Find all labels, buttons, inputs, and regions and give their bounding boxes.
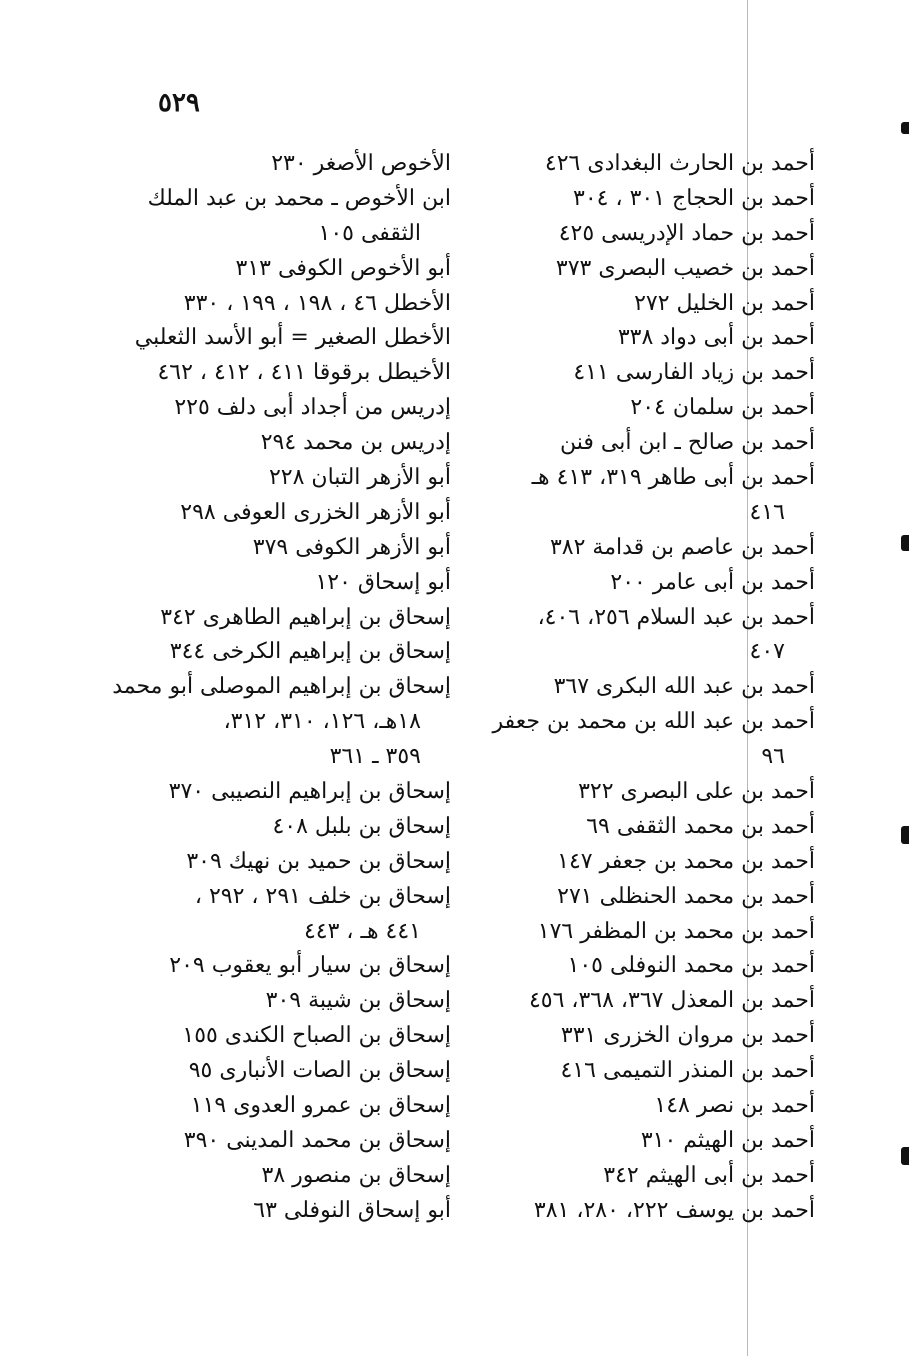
index-entry: إسحاق بن شيبة ٣٠٩ [265, 988, 451, 1014]
index-entry: أحمد بن خصيب البصرى ٣٧٣ [555, 255, 815, 281]
index-entry: إسحاق بن حميد بن نهيك ٣٠٩ [186, 848, 451, 874]
index-column-right [485, 147, 815, 1229]
index-entry: إسحاق بن بلبل ٤٠٨ [272, 813, 451, 839]
index-entry: أحمد بن محمد النوفلى ١٠٥ [567, 953, 815, 979]
index-entry: إسحاق بن إبراهيم النصيبى ٣٧٠ [168, 779, 451, 805]
index-entry: أحمد بن على البصرى ٣٢٢ [578, 779, 815, 805]
index-entry: أبو الأزهر الخزرى العوفى ٢٩٨ [180, 499, 451, 525]
index-entry: أحمد بن محمد بن المظفر ١٧٦ [537, 918, 815, 944]
index-entry: أحمد بن سلمان ٢٠٤ [630, 395, 815, 421]
page-number: ٥٢٩ [158, 88, 200, 118]
index-entry: أحمد بن زياد الفارسى ٤١١ [573, 360, 815, 386]
index-entry: أحمد بن صالح ـ ابن أبى فنن [560, 430, 815, 456]
index-entry: أحمد بن المنذر التميمى ٤١٦ [560, 1058, 815, 1084]
index-entry: إسحاق بن محمد المدينى ٣٩٠ [183, 1127, 451, 1153]
index-entry: أحمد بن عاصم بن قدامة ٣٨٢ [549, 534, 815, 560]
index-entry: أبو إسحاق ١٢٠ [315, 569, 451, 595]
index-entry: أحمد بن عبد الله بن محمد بن جعفر [492, 709, 815, 735]
index-entry: أحمد بن مروان الخزرى ٣٣١ [560, 1023, 815, 1049]
index-entry: الأخطل الصغير = أبو الأسد الثعلبي [134, 325, 451, 351]
index-entry: إدريس بن محمد ٢٩٤ [260, 430, 451, 456]
index-entry: أحمد بن يوسف ٢٢٢، ٢٨٠، ٣٨١ [533, 1197, 815, 1223]
index-entry: الأخوص الأصغر ٢٣٠ [271, 151, 451, 176]
index-entry: أبو الأخوص الكوفى ٣١٣ [235, 255, 451, 281]
index-entry: إسحاق بن سيار أبو يعقوب ٢٠٩ [169, 953, 451, 979]
index-entry: إسحاق بن الصباح الكندى ١٥٥ [182, 1023, 451, 1049]
index-entry: أحمد بن حماد الإدريسى ٤٢٥ [558, 220, 815, 246]
edge-mark [901, 535, 909, 551]
index-entry: أحمد بن محمد الحنظلى ٢٧١ [557, 883, 815, 909]
index-entry-continuation: ١٨هـ، ١٢٦، ٣١٠، ٣١٢، [223, 709, 421, 735]
index-entry: أبو الأزهر الكوفى ٣٧٩ [252, 534, 451, 560]
index-entry: إسحاق بن إبراهيم الموصلى أبو محمد [112, 674, 451, 700]
index-entry: إسحاق بن خلف ٢٩١ ، ٢٩٢ ، [194, 883, 451, 909]
index-entry: أبو الأزهر التبان ٢٢٨ [268, 465, 451, 491]
index-entry: أبو إسحاق النوفلى ٦٣ [253, 1197, 451, 1223]
edge-mark [901, 1147, 909, 1165]
index-entry: أحمد بن عبد السلام ٢٥٦، ٤٠٦، [537, 604, 815, 630]
index-entry: أحمد بن أبى عامر ٢٠٠ [610, 569, 815, 595]
index-entry: ابن الأخوص ـ محمد بن عبد الملك [147, 185, 451, 211]
index-entry: إسحاق بن إبراهيم الكرخى ٣٤٤ [169, 639, 451, 665]
edge-mark [901, 122, 909, 134]
index-entry: أحمد بن أبى دواد ٣٣٨ [617, 325, 815, 351]
index-entry-continuation: ٣٥٩ ـ ٣٦١ [329, 744, 421, 770]
index-entry: إسحاق بن الصات الأنبارى ٩٥ [188, 1058, 451, 1084]
index-entry: أحمد بن أبى الهيثم ٣٤٢ [603, 1162, 815, 1188]
index-entry: أحمد بن الحارث البغدادى ٤٢٦ [544, 151, 815, 176]
index-entry: إدريس من أجداد أبى دلف ٢٢٥ [174, 395, 451, 421]
index-entry: أحمد بن نصر ١٤٨ [654, 1093, 815, 1119]
index-entry: أحمد بن المعذل ٣٦٧، ٣٦٨، ٤٥٦ [528, 988, 815, 1014]
index-entry: الأخيطل برقوقا ٤١١ ، ٤١٢ ، ٤٦٢ [157, 360, 451, 386]
index-entry: أحمد بن عبد الله البكرى ٣٦٧ [553, 674, 815, 700]
index-entry: أحمد بن الخليل ٢٧٢ [634, 290, 815, 316]
index-entry-continuation: ٤٤١ هـ ، ٤٤٣ [303, 918, 421, 944]
index-entry-continuation: ٩٦ [761, 744, 785, 770]
index-entry-continuation: ٤١٦ [749, 499, 785, 525]
index-entry: الأخطل ٤٦ ، ١٩٨ ، ١٩٩ ، ٣٣٠ [183, 290, 451, 316]
index-entry-continuation: الثقفى ١٠٥ [318, 220, 421, 246]
index-entry: إسحاق بن إبراهيم الطاهرى ٣٤٢ [160, 604, 451, 630]
index-column-left [112, 147, 451, 1229]
index-entry: أحمد بن محمد بن جعفر ١٤٧ [557, 848, 815, 874]
index-entry-continuation: ٤٠٧ [749, 639, 785, 665]
index-entry: أحمد بن الهيثم ٣١٠ [640, 1127, 815, 1153]
index-entry: إسحاق بن منصور ٣٨ [261, 1162, 451, 1188]
index-entry: أحمد بن الحجاج ٣٠١ ، ٣٠٤ [573, 185, 815, 211]
index-entry: أحمد بن محمد الثقفى ٦٩ [586, 813, 815, 839]
index-entry: أحمد بن أبى طاهر ٣١٩، ٤١٣ هـ [531, 465, 815, 491]
edge-mark [901, 826, 909, 844]
index-entry: إسحاق بن عمرو العدوى ١١٩ [190, 1093, 451, 1119]
